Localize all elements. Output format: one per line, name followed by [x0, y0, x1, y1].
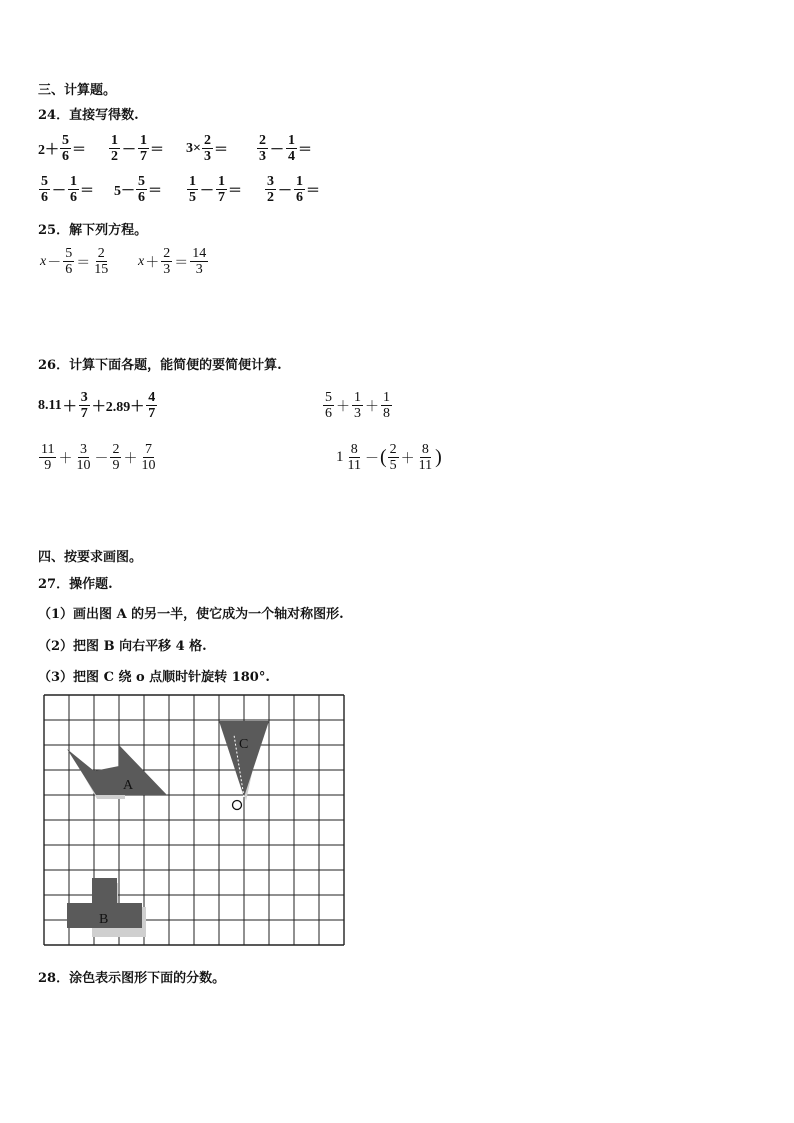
fraction	[161, 246, 172, 277]
whole-number: 1	[336, 449, 344, 465]
question-25-title: 25．解下列方程。	[38, 223, 148, 238]
denominator: 4	[288, 149, 295, 164]
fraction	[139, 442, 157, 473]
fraction	[138, 133, 149, 164]
denominator: 3	[195, 262, 203, 277]
q24-item-4	[256, 133, 312, 164]
section-title: 三、计算题。	[38, 83, 117, 98]
numerator: 2	[112, 442, 120, 457]
expression-3	[38, 442, 158, 473]
denominator: 11	[418, 458, 433, 473]
numerator: 2	[97, 246, 105, 261]
operator: ＋	[62, 399, 77, 415]
operator: ＋	[145, 255, 160, 271]
denominator: 6	[296, 190, 303, 205]
fraction	[74, 442, 92, 473]
denominator: 7	[218, 190, 225, 205]
equals-sign: ＝	[306, 183, 320, 199]
variable: x	[138, 253, 145, 269]
section-title: 四、按要求画图。	[38, 550, 143, 565]
operator: －	[122, 142, 136, 158]
operator: －	[200, 183, 214, 199]
shape-b-label: B	[99, 912, 109, 927]
numerator: 1	[70, 174, 77, 189]
numerator: 7	[144, 442, 152, 457]
numerator: 1	[189, 174, 196, 189]
equation-2	[138, 246, 209, 277]
denominator: 2	[267, 190, 274, 205]
equals-sign: ＝	[80, 183, 94, 199]
numerator: 14	[192, 246, 207, 261]
operator: ＋	[58, 451, 73, 467]
denominator: 11	[347, 458, 361, 473]
right-paren: )	[435, 446, 442, 468]
operator: ＋	[365, 399, 379, 415]
fraction	[216, 174, 227, 205]
fraction	[388, 442, 399, 473]
numerator: 5	[65, 246, 73, 261]
denominator: 8	[383, 406, 390, 421]
shape-c	[219, 721, 269, 810]
numerator: 3	[79, 442, 87, 457]
numerator: 1	[140, 133, 147, 148]
denominator: 6	[62, 149, 69, 164]
operator: －	[270, 142, 284, 158]
operator: －	[364, 451, 379, 467]
numerator: 11	[41, 442, 55, 457]
numerator: 1	[296, 174, 303, 189]
numerator: 1	[383, 390, 390, 405]
numerator: 4	[148, 390, 156, 405]
question-26-title: 26．计算下面各题，能简便的要简便计算.	[38, 358, 282, 373]
equation-1	[40, 246, 111, 277]
fraction	[190, 246, 208, 277]
fraction	[92, 246, 110, 277]
q24-item-3	[186, 133, 228, 164]
numerator: 2	[203, 133, 211, 148]
number: 8.11	[38, 397, 62, 413]
fraction	[109, 133, 120, 164]
operator: ＋	[400, 451, 415, 467]
lead-text: 2＋	[38, 142, 59, 158]
equals-sign: ＝	[76, 255, 91, 271]
shape-b	[67, 878, 146, 937]
sub-question-3: （3）把图 C 绕 o 点顺时针旋转 180°.	[38, 670, 270, 685]
expression-2	[322, 390, 393, 421]
denominator: 7	[148, 406, 156, 421]
fraction	[257, 133, 268, 164]
denominator: 7	[80, 406, 88, 421]
numerator: 2	[389, 442, 397, 457]
sub-question-2: （2）把图 B 向右平移 4 格.	[38, 639, 207, 654]
fraction	[63, 246, 74, 277]
variable: x	[40, 253, 47, 269]
denominator: 6	[325, 406, 332, 421]
denominator: 7	[140, 149, 147, 164]
grid-figure	[42, 693, 354, 957]
denominator: 2	[111, 149, 118, 164]
operator: ＋	[123, 451, 138, 467]
equals-sign: ＝	[148, 183, 162, 199]
denominator: 3	[203, 149, 211, 164]
fraction	[136, 174, 147, 205]
numerator: 2	[163, 246, 171, 261]
operator: －	[278, 183, 292, 199]
denominator: 9	[112, 458, 120, 473]
shape-c-label: C	[239, 737, 249, 752]
equals-sign: ＝	[213, 142, 228, 158]
fraction	[39, 174, 50, 205]
equals-sign: ＝	[150, 142, 164, 158]
numerator: 1	[354, 390, 361, 405]
q24-item-1	[38, 133, 86, 164]
denominator: 5	[189, 190, 196, 205]
rotation-point-o	[233, 801, 242, 810]
fraction	[323, 390, 334, 421]
lead-text: 5－	[114, 183, 135, 199]
numerator: 3	[80, 390, 88, 405]
shape-a	[67, 745, 167, 799]
expression-4	[336, 442, 442, 473]
fraction	[417, 442, 434, 473]
denominator: 3	[259, 149, 266, 164]
expression-1	[38, 390, 158, 421]
operator: ＋	[336, 399, 350, 415]
denominator: 5	[389, 458, 397, 473]
fraction	[79, 390, 90, 421]
denominator: 6	[138, 190, 145, 205]
numerator: 2	[259, 133, 266, 148]
numerator: 1	[288, 133, 295, 148]
denominator: 10	[76, 458, 91, 473]
q24-item-2	[108, 133, 164, 164]
denominator: 6	[41, 190, 48, 205]
numerator: 1	[111, 133, 118, 148]
shape-a-label: A	[123, 778, 134, 793]
fraction	[110, 442, 121, 473]
equals-sign: ＝	[72, 142, 86, 158]
numerator: 1	[218, 174, 225, 189]
operator: －	[94, 451, 109, 467]
numerator: 3	[267, 174, 274, 189]
question-24-title: 24．直接写得数.	[38, 108, 139, 123]
fraction	[60, 133, 71, 164]
numerator: 5	[62, 133, 69, 148]
denominator: 15	[94, 262, 109, 277]
fraction	[286, 133, 297, 164]
numerator: 8	[421, 442, 429, 457]
fraction	[352, 390, 363, 421]
fraction	[202, 133, 213, 164]
numerator: 5	[325, 390, 332, 405]
fraction	[68, 174, 79, 205]
q24-item-6	[114, 174, 162, 205]
operator: ＋2.89＋	[91, 399, 145, 415]
left-paren: (	[379, 446, 387, 468]
fraction	[294, 174, 305, 205]
shape-c-body	[219, 721, 269, 797]
sub-question-1: （1）画出图 A 的另一半，使它成为一个轴对称图形.	[38, 607, 344, 622]
fraction	[265, 174, 276, 205]
fraction	[187, 174, 198, 205]
numerator: 8	[350, 442, 358, 457]
question-27-title: 27．操作题.	[38, 577, 113, 592]
numerator: 5	[41, 174, 48, 189]
denominator: 3	[163, 262, 171, 277]
equals-sign: ＝	[228, 183, 242, 199]
operator: －	[52, 183, 66, 199]
q24-item-5	[38, 174, 94, 205]
fraction	[381, 390, 392, 421]
denominator: 10	[141, 458, 156, 473]
operator: －	[47, 255, 62, 271]
lead-text: 3×	[186, 140, 201, 156]
question-28-title: 28．涂色表示图形下面的分数。	[38, 971, 226, 986]
fraction	[346, 442, 363, 473]
denominator: 3	[354, 406, 361, 421]
denominator: 9	[44, 458, 52, 473]
denominator: 6	[70, 190, 77, 205]
numerator: 5	[138, 174, 145, 189]
fraction	[146, 390, 157, 421]
q24-item-8	[264, 174, 320, 205]
fraction	[39, 442, 56, 473]
q24-item-7	[186, 174, 242, 205]
equals-sign: ＝	[298, 142, 312, 158]
equals-sign: ＝	[174, 255, 189, 271]
denominator: 6	[65, 262, 73, 277]
